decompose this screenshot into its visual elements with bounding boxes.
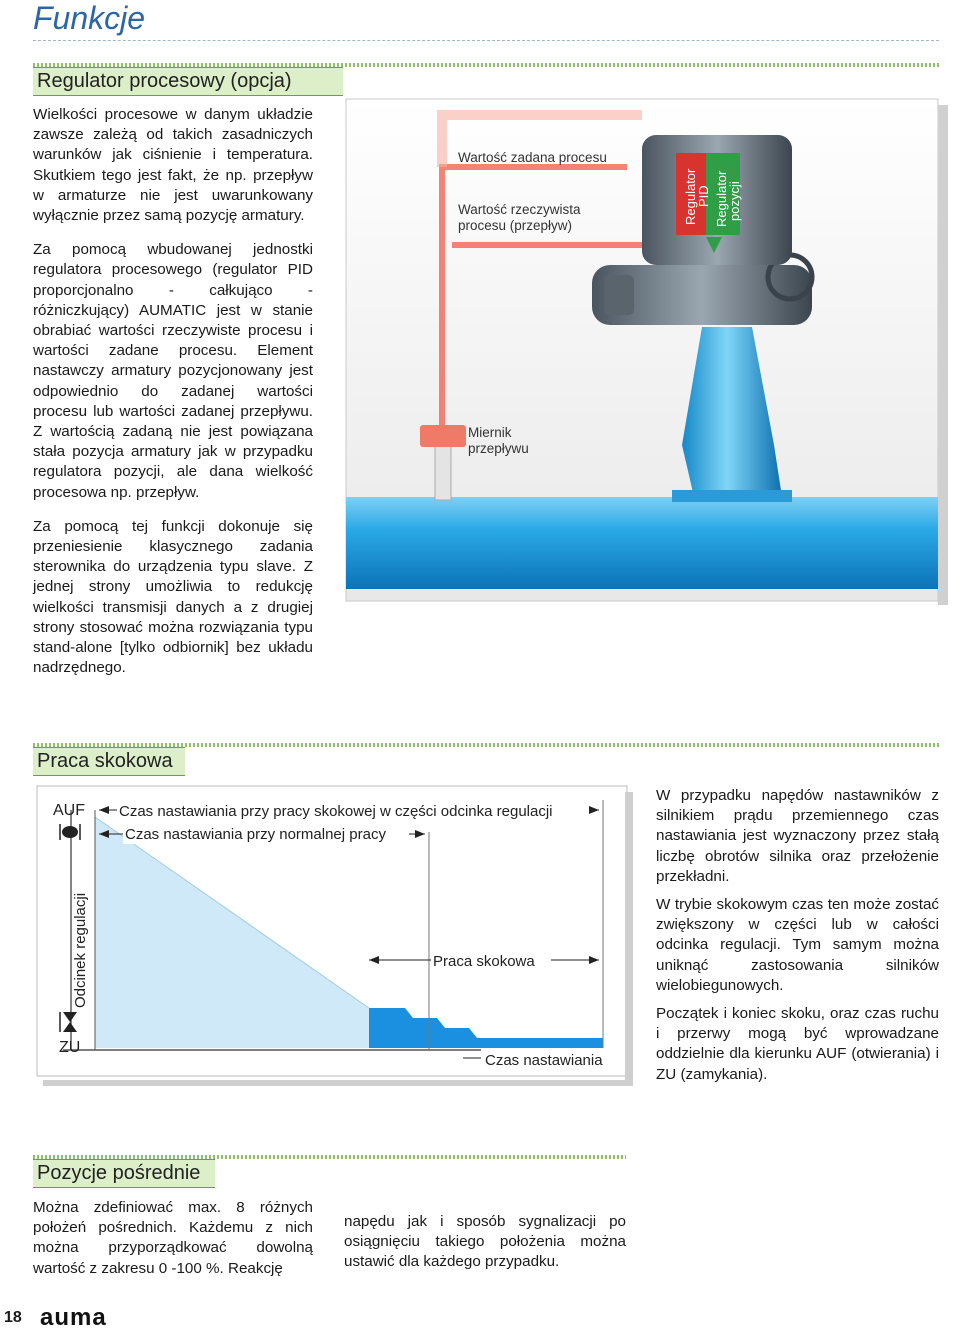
- chart-shadow: [625, 792, 633, 1082]
- auf-label: AUF: [53, 802, 85, 819]
- pipe: [346, 497, 938, 589]
- flow-meter-stem: [435, 440, 451, 500]
- valve-flange: [672, 490, 792, 502]
- section2-text: [656, 786, 939, 1093]
- pid-label-line2: PID: [696, 185, 711, 207]
- section3-left-text: Można zdefiniować max. 8 różnych położeń pośrednich. Każdemu z nich można przyporządkować dowolną wartość z zakresu 0 -100 %. Reakcję: [33, 1199, 313, 1277]
- paragraph: Za pomocą tej funkcji dokonuje się przeniesienie klasycznego zadania sterownika do urządzenia typu slave. Z jednej strony umożliwia to redukcję wielkości transmisji danych a z drugiej strony stosować można rozwiązania typu stand-alone [tylko odbiornik] bez układu nadrzędnego.: [33, 517, 313, 677]
- section-heading: Praca skokowa: [33, 747, 185, 776]
- zu-label: ZU: [59, 1039, 81, 1056]
- meter-label-line1: Miernik: [468, 425, 512, 440]
- step-mode-diagram: [33, 780, 637, 1086]
- paragraph: W trybie skokowym czas ten może zostać zwiększony w części lub w całości odcinka regulacji. Tym samym można uniknąć zastosowania silników wielobiegunowych.: [656, 896, 939, 994]
- actual-label-line1: Wartość rzeczywista: [458, 202, 581, 217]
- step-time-label: Czas nastawiania przy pracy skokowej w części odcinka regulacji: [119, 803, 553, 820]
- pos-label-line2: pozycji: [727, 181, 742, 221]
- diagram-shadow: [938, 105, 948, 605]
- step-label: Praca skokowa: [433, 953, 535, 970]
- section-step-mode-header: [33, 743, 939, 776]
- actuator-motor: [604, 275, 634, 315]
- section-process-controller-header: [33, 63, 939, 96]
- normal-time-label: Czas nastawiania przy normalnej pracy: [125, 826, 386, 843]
- axis-label: Odcinek regulacji: [72, 892, 89, 1008]
- pid-label-line1: Regulator: [683, 168, 698, 225]
- page-title: Funkcje: [33, 0, 146, 36]
- section-heading: Regulator procesowy (opcja): [33, 67, 343, 96]
- logo-text: auma: [40, 1305, 107, 1329]
- meter-label-line2: przepływu: [468, 441, 529, 456]
- actual-label-line2: procesu (przepływ): [458, 218, 573, 233]
- time-label: Czas nastawiania: [485, 1052, 603, 1069]
- page-number: 18: [4, 1309, 22, 1326]
- paragraph: Za pomocą wbudowanej jednostki regulatora procesowego (regulator PID proporcjonalno - całkująco - różniczkujący) AUMATIC jest w stanie obrabiać wartości rzeczywiste procesu i wartości zadane procesu. Element nastawczy armatury pozycjonowany jest odpowiednio do zadanej wartości procesu lub wartości zadanej przepływu. Z wartością zadaną nie jest powiązana stała pozycja armatury jak w przypadku regulatora pozycji, ale dana wielkość procesowa np. przepływ.: [33, 241, 313, 501]
- paragraph: Wielkości procesowe w danym układzie zawsze zależą od takich zasadniczych warunków jak ciśnienie i temperatura. Skutkiem tego jest fakt, że np. przepływ w armaturze nie jest uwarunkowany wyłącznie przez samą pozycję armatury.: [33, 106, 313, 225]
- pos-label-line1: Regulator: [714, 170, 729, 227]
- setpoint-label: Wartość zadana procesu: [458, 150, 607, 165]
- title-divider: [33, 40, 939, 41]
- flow-meter-head: [420, 425, 466, 447]
- section-intermediate-positions-header: [33, 1155, 626, 1188]
- paragraph: W przypadku napędów nastawników z silnikiem prądu przemiennego czas nastawiania jest wyznaczony przez stałą liczbę obrotów silnika oraz przełożenie przekładni.: [656, 787, 939, 885]
- section-heading: Pozycje pośrednie: [33, 1159, 215, 1188]
- auma-logo: [40, 1305, 124, 1329]
- process-controller-diagram: [342, 95, 960, 610]
- section3-right-text: napędu jak i sposób sygnalizacji po osiągnięciu takiego położenia można ustawić dla każdego przypadku.: [344, 1213, 626, 1271]
- section1-text: [33, 105, 313, 678]
- paragraph: Początek i koniec skoku, oraz czas ruchu i przerwy mogą być wprowadzane oddzielnie dla kierunku AUF (otwierania) i ZU (zamykania).: [656, 1005, 939, 1083]
- chart-shadow-bottom: [43, 1080, 633, 1086]
